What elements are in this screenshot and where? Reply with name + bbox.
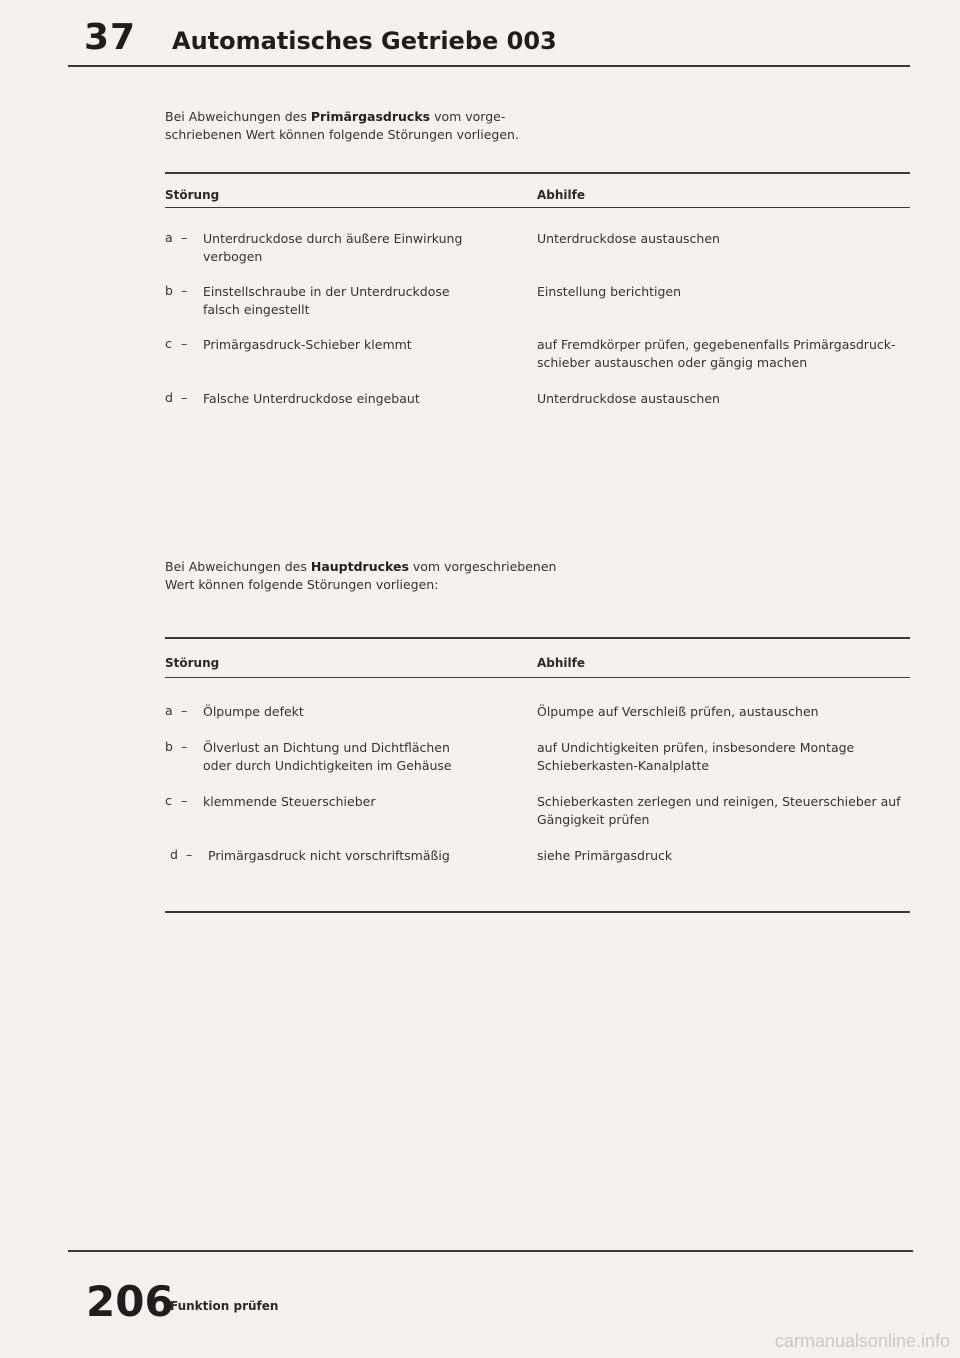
- row-letter: b: [165, 739, 173, 754]
- row-remedy: siehe Primärgasdruck: [537, 848, 673, 863]
- row-fault: Falsche Unterdruckdose eingebaut: [203, 391, 420, 406]
- section1-intro: [165, 108, 519, 144]
- section2-intro-text-end: vom vorgeschriebenen: [408, 559, 557, 574]
- section2-table-bottom-rule: [165, 911, 910, 913]
- row-dash: –: [181, 703, 188, 718]
- row-dash: –: [186, 847, 193, 862]
- row-letter: c: [165, 793, 172, 808]
- section1-intro-keyword: Primärgasdrucks: [310, 109, 431, 124]
- row-remedy: Ölpumpe auf Verschleiß prüfen, austauschen: [537, 704, 819, 719]
- row-fault: Unterdruckdose durch äußere Einwirkung verbogen: [203, 231, 463, 264]
- row-dash: –: [181, 739, 188, 754]
- section1-intro-text: Bei Abweichungen des: [165, 109, 311, 124]
- watermark: carmanualsonline.info: [774, 1331, 950, 1351]
- row-dash: –: [181, 230, 188, 245]
- section1-col-remedy: Abhilfe: [537, 188, 586, 202]
- section2-col-remedy: Abhilfe: [537, 656, 586, 670]
- section2-table-top-rule: [165, 637, 910, 639]
- section1-intro-line2: schriebenen Wert können folgende Störungen vorliegen.: [165, 127, 519, 142]
- row-letter: c: [165, 336, 172, 351]
- header-rule: [68, 65, 910, 67]
- row-fault: Ölpumpe defekt: [203, 704, 304, 719]
- section2-intro-text: Bei Abweichungen des: [165, 559, 311, 574]
- row-dash: –: [181, 283, 188, 298]
- row-letter: d: [170, 847, 178, 862]
- page-number: 206: [86, 1277, 174, 1326]
- row-letter: b: [165, 283, 173, 298]
- row-letter: a: [165, 703, 173, 718]
- row-fault: klemmende Steuerschieber: [203, 794, 376, 809]
- footer-rule: [68, 1250, 913, 1252]
- section1-header-rule: [165, 207, 910, 208]
- section1-table-top-rule: [165, 172, 910, 174]
- row-fault: Ölverlust an Dichtung und Dichtflächen oder durch Undichtigkeiten im Gehäuse: [203, 740, 452, 773]
- row-letter: a: [165, 230, 173, 245]
- row-dash: –: [181, 336, 188, 351]
- row-fault: Primärgasdruck-Schieber klemmt: [203, 337, 412, 352]
- section2-intro-keyword: Hauptdruckes: [310, 559, 409, 574]
- row-remedy: auf Undichtigkeiten prüfen, insbesondere Montage Schieberkasten-Kanalplatte: [537, 740, 855, 773]
- row-remedy: Schieberkasten zerlegen und reinigen, Steuerschieber auf Gängigkeit prüfen: [537, 794, 901, 827]
- row-remedy: Unterdruckdose austauschen: [537, 231, 720, 246]
- row-fault: Primärgasdruck nicht vorschriftsmäßig: [208, 848, 450, 863]
- row-dash: –: [181, 793, 188, 808]
- row-dash: –: [181, 390, 188, 405]
- footer-section-label: Funktion prüfen: [170, 1299, 279, 1313]
- page-title: Automatisches Getriebe 003: [172, 27, 557, 55]
- row-remedy: Einstellung berichtigen: [537, 284, 682, 299]
- chapter-number: 37: [84, 17, 137, 58]
- section2-intro: [165, 558, 556, 594]
- row-letter: d: [165, 390, 173, 405]
- row-remedy: auf Fremdkörper prüfen, gegebenenfalls Primärgasdruck-schieber austauschen oder gängig machen: [537, 337, 896, 370]
- section1-col-fault: Störung: [165, 188, 220, 202]
- section2-intro-line2: Wert können folgende Störungen vorliegen:: [165, 577, 439, 592]
- row-fault: Einstellschraube in der Unterdruckdose falsch eingestellt: [203, 284, 450, 317]
- section2-header-rule: [165, 677, 910, 678]
- section1-intro-text-end: vom vorge-: [430, 109, 506, 124]
- row-remedy: Unterdruckdose austauschen: [537, 391, 720, 406]
- section2-col-fault: Störung: [165, 656, 220, 670]
